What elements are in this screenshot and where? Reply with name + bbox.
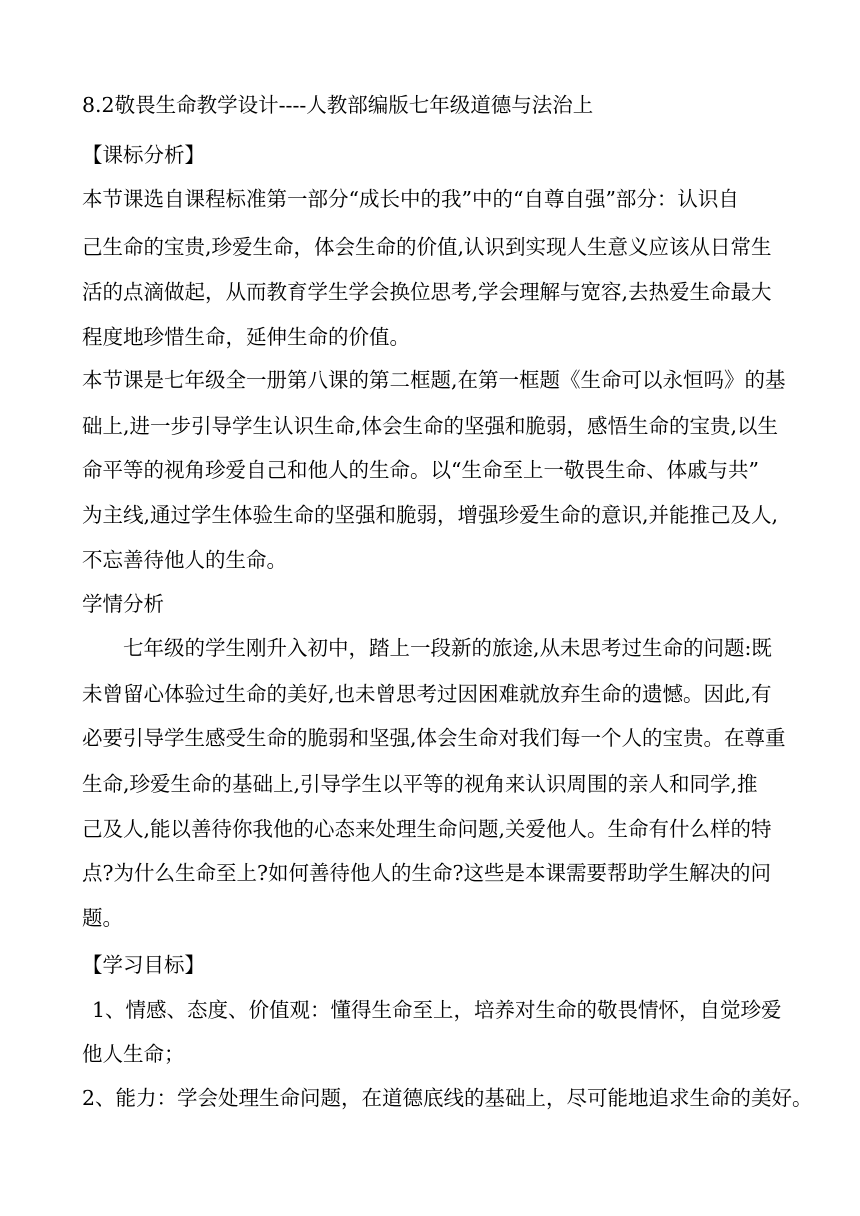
section-heading-student-analysis: 学情分析 [82,592,164,616]
paragraph-line: 命平等的视角珍爱自己和他人的生命。以“生命至上一敬畏生命、体戚与共” [82,458,759,482]
section-heading-curriculum-analysis: 【课标分析】 [82,143,205,167]
paragraph-line: 程度地珍惜生命，延伸生命的价值。 [82,325,410,349]
paragraph-line: 未曾留心体验过生命的美好,也未曾思考过因困难就放弃生命的遗憾。因此,有 [82,682,772,706]
paragraph-line: 必要引导学生感受生命的脆弱和坚强,体会生命对我们每一个人的宝贵。在尊重 [82,726,786,750]
paragraph-line: 点?为什么生命至上?如何善待他人的生命?这些是本课需要帮助学生解决的问 [82,861,771,885]
paragraph-line: 本节课选自课程标准第一部分“成长中的我”中的“自尊自强”部分：认识自 [82,187,739,211]
document-title: 8.2敬畏生命教学设计----人教部编版七年级道德与法治上 [82,93,594,117]
paragraph-line: 七年级的学生刚升入初中，踏上一段新的旅途,从未思考过生命的问题:既 [123,636,772,660]
paragraph-line: 本节课是七年级全一册第八课的第二框题,在第一框题《生命可以永恒吗》的基 [82,368,786,392]
paragraph-line: 础上,进一步引导学生认识生命,体会生命的坚强和脆弱，感悟生命的宝贵,以生 [82,414,779,438]
paragraph-line: 生命,珍爱生命的基础上,引导学生以平等的视角来认识周围的亲人和同学,推 [82,772,758,796]
goal-line: 2、能力：学会处理生命问题，在道德底线的基础上，尽可能地追求生命的美好。 [82,1086,813,1110]
paragraph-line: 不忘善待他人的生命。 [82,548,287,572]
section-heading-learning-goals: 【学习目标】 [82,953,205,977]
paragraph-line: 己及人,能以善待你我他的心态来处理生命问题,关爱他人。生命有什么样的特 [82,817,772,841]
goal-line: 他人生命； [82,1042,185,1066]
paragraph-line: 己生命的宝贵,珍爱生命，体会生命的价值,认识到实现人生意义应该从日常生 [82,235,772,259]
goal-line: 1、情感、态度、价值观：懂得生命至上，培养对生命的敬畏情怀，自觉珍爱 [92,998,782,1022]
paragraph-line: 题。 [82,906,123,930]
paragraph-line: 活的点滴做起，从而教育学生学会换位思考,学会理解与宽容,去热爱生命最大 [82,280,772,304]
paragraph-line: 为主线,通过学生体验生命的坚强和脆弱，增强珍爱生命的意识,并能推己及人, [82,503,779,527]
